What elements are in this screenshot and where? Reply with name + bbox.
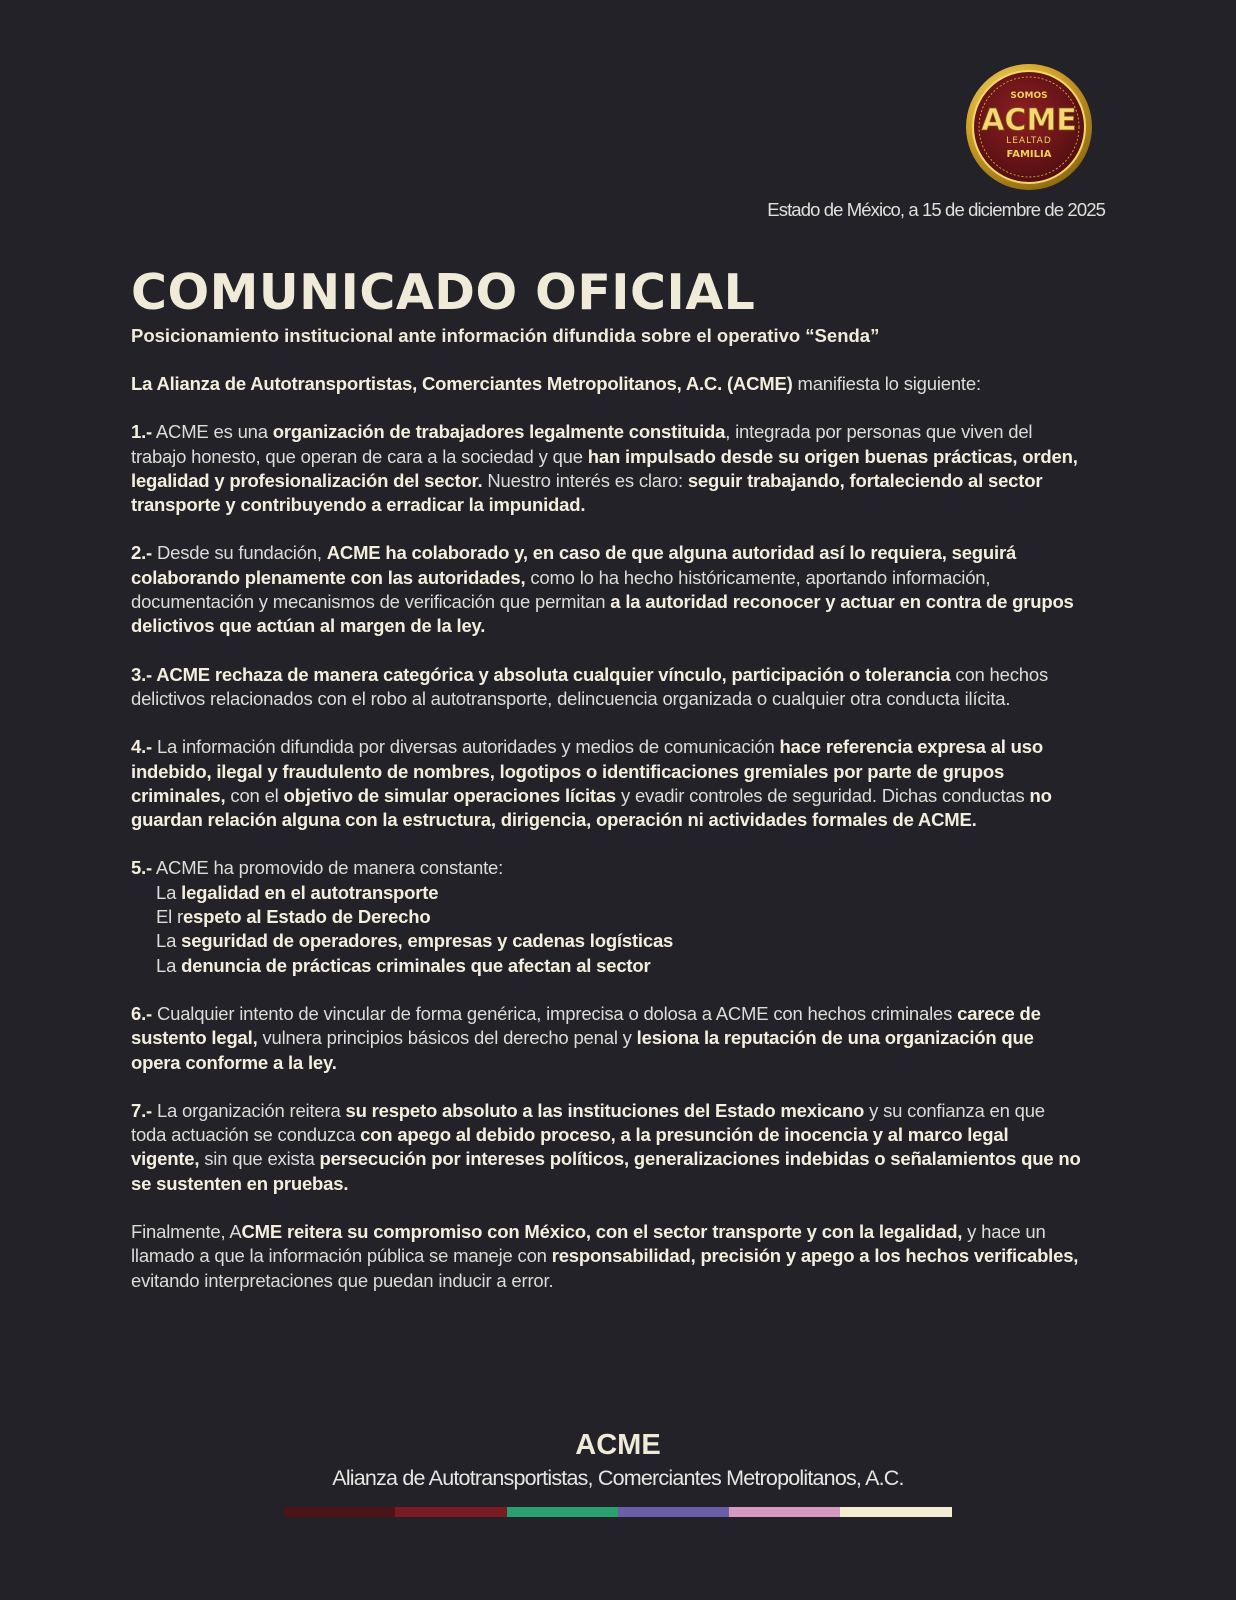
point-2-paragraph xyxy=(131,541,1081,638)
intro-paragraph xyxy=(131,372,1081,396)
body-text: El r xyxy=(156,906,183,928)
body-text: ACME ha promovido de manera constante: xyxy=(152,857,504,879)
point-7-paragraph xyxy=(131,1099,1081,1196)
svg-text:LEALTAD: LEALTAD xyxy=(1006,136,1052,146)
footer-signature xyxy=(0,1428,1236,1492)
bold-text: organización de trabajadores legalmente constituida xyxy=(272,421,726,443)
bold-text: 1.- xyxy=(131,421,152,443)
footer-organization-name: Alianza de Autotransportistas, Comerciantes Metropolitanos, A.C. xyxy=(332,1466,904,1490)
bold-text: su respeto absoluto a las instituciones del Estado mexicano xyxy=(345,1099,865,1121)
svg-text:SOMOS: SOMOS xyxy=(1010,91,1048,101)
page-subtitle: Posicionamiento institucional ante información difundida sobre el operativo “Senda” xyxy=(131,325,880,346)
bold-text: CME reitera su compromiso con México, con el sector transporte y con la legalidad, xyxy=(241,1221,963,1243)
bold-text: lesiona la reputación de una organización que opera conforme a la ley. xyxy=(131,1027,1034,1073)
body-text: y evadir controles de seguridad. Dichas conductas xyxy=(616,784,1030,806)
color-stripe xyxy=(507,1507,618,1517)
body-text: La información difundida por diversas autoridades y medios de comunicación xyxy=(152,736,780,758)
bold-text: 2.- xyxy=(131,542,152,564)
bold-text: hace referencia expresa al uso indebido, ilegal y fraudulento de nombres, logotipos o identificaciones gremiales por parte de grupos criminales, xyxy=(131,736,1043,806)
body-text: Nuestro interés es claro: xyxy=(482,469,688,491)
point-6-paragraph xyxy=(131,1002,1081,1075)
intro-bold: La Alianza de Autotransportistas, Comerciantes Metropolitanos, A.C. (ACME) xyxy=(131,373,793,394)
point-4-paragraph xyxy=(131,735,1081,832)
body-text: vulnera principios básicos del derecho penal y xyxy=(257,1027,637,1049)
intro-rest: manifiesta lo siguiente: xyxy=(792,373,981,394)
color-stripe xyxy=(618,1507,729,1517)
body-text: La organización reitera xyxy=(152,1099,346,1121)
color-stripe xyxy=(284,1507,395,1517)
color-stripe-bar xyxy=(284,1507,952,1517)
bold-text: a la autoridad reconocer y actuar en contra de grupos delictivos que actúan al margen de la ley. xyxy=(131,591,1074,637)
body-text: como lo ha hecho históricamente, aportando información, documentación y mecanismos de verificación que permitan xyxy=(131,566,991,613)
body-text: con el xyxy=(225,784,284,806)
list-item xyxy=(156,881,1081,905)
point-1-paragraph xyxy=(131,420,1081,517)
body-text: La xyxy=(156,954,182,976)
bold-text: no guardan relación alguna con la estructura, dirigencia, operación ni actividades formales de ACME. xyxy=(131,784,1052,831)
list-item xyxy=(156,929,1081,953)
bold-text: 4.- xyxy=(131,736,152,758)
body-text: y hace un llamado a que la información pública se maneje con xyxy=(131,1221,1046,1267)
body-text: Finalmente, A xyxy=(131,1221,242,1243)
point-5-paragraph xyxy=(131,856,1081,880)
bold-text: denuncia de prácticas criminales que afectan al sector xyxy=(181,954,651,976)
body-text: Cualquier intento de vincular de forma genérica, imprecisa o dolosa a ACME con hechos criminales xyxy=(152,1002,958,1024)
body-text: ACME es una xyxy=(152,421,273,443)
color-stripe xyxy=(840,1507,951,1517)
color-stripe xyxy=(395,1507,506,1517)
svg-text:FAMILIA: FAMILIA xyxy=(1006,149,1052,160)
bold-text: 7.- xyxy=(131,1099,152,1121)
bold-text: persecución por intereses políticos, generalizaciones indebidas o señalamientos que no se sustenten en pruebas. xyxy=(131,1148,1081,1194)
body-text: , integrada por personas que viven del trabajo honesto, que operan de cara a la sociedad y que xyxy=(131,421,1033,467)
point-3-paragraph xyxy=(131,663,1081,712)
color-stripe xyxy=(729,1507,840,1517)
body-text: La xyxy=(156,881,182,903)
bold-text: seguir trabajando, fortaleciendo al sector transporte y contribuyendo a erradicar la impunidad. xyxy=(131,469,1043,516)
bold-text: 3.- ACME rechaza de manera categórica y absoluta cualquier vínculo, participación o tolerancia xyxy=(131,663,951,685)
bold-text: 6.- xyxy=(131,1002,152,1024)
communique-body xyxy=(131,262,1081,1293)
bold-text: legalidad en el autotransporte xyxy=(181,881,439,903)
bold-text: con apego al debido proceso, a la presunción de inocencia y al marco legal vigente, xyxy=(131,1124,1009,1170)
body-text: sin que exista xyxy=(199,1148,320,1170)
svg-text:ACME: ACME xyxy=(981,103,1077,138)
body-text: y su confianza en que toda actuación se conduzca xyxy=(131,1099,1045,1146)
list-item xyxy=(156,954,1081,978)
acme-seal-logo xyxy=(964,62,1094,192)
body-text: Desde su fundación, xyxy=(152,542,327,564)
bold-text: carece de sustento legal, xyxy=(131,1002,1041,1049)
bold-text: ACME ha colaborado y, en caso de que alguna autoridad así lo requiera, seguirá colaborando plenamente con las autoridades, xyxy=(131,542,1017,588)
bold-text: seguridad de operadores, empresas y cadenas logísticas xyxy=(181,930,674,952)
bold-text: espeto al Estado de Derecho xyxy=(182,906,431,928)
footer-brand: ACME xyxy=(575,1429,661,1461)
closing-paragraph xyxy=(131,1220,1081,1293)
bold-text: objetivo de simular operaciones lícitas xyxy=(283,784,617,806)
bold-text: 5.- xyxy=(131,857,152,879)
body-text: evitando interpretaciones que puedan inducir a error. xyxy=(131,1269,554,1291)
page-title: COMUNICADO OFICIAL xyxy=(131,264,756,321)
document-date: Estado de México, a 15 de diciembre de 2025 xyxy=(767,199,1105,220)
bold-text: han impulsado desde su origen buenas prácticas, orden, legalidad y profesionalización del sector. xyxy=(131,445,1078,491)
body-text: La xyxy=(156,930,182,952)
list-item xyxy=(156,905,1081,929)
body-text: con hechos delictivos relacionados con el robo al autotransporte, delincuencia organizada o cualquier otra conducta ilícita. xyxy=(131,663,1049,709)
point-5-list xyxy=(131,881,1081,978)
bold-text: responsabilidad, precisión y apego a los hechos verificables, xyxy=(551,1245,1079,1267)
